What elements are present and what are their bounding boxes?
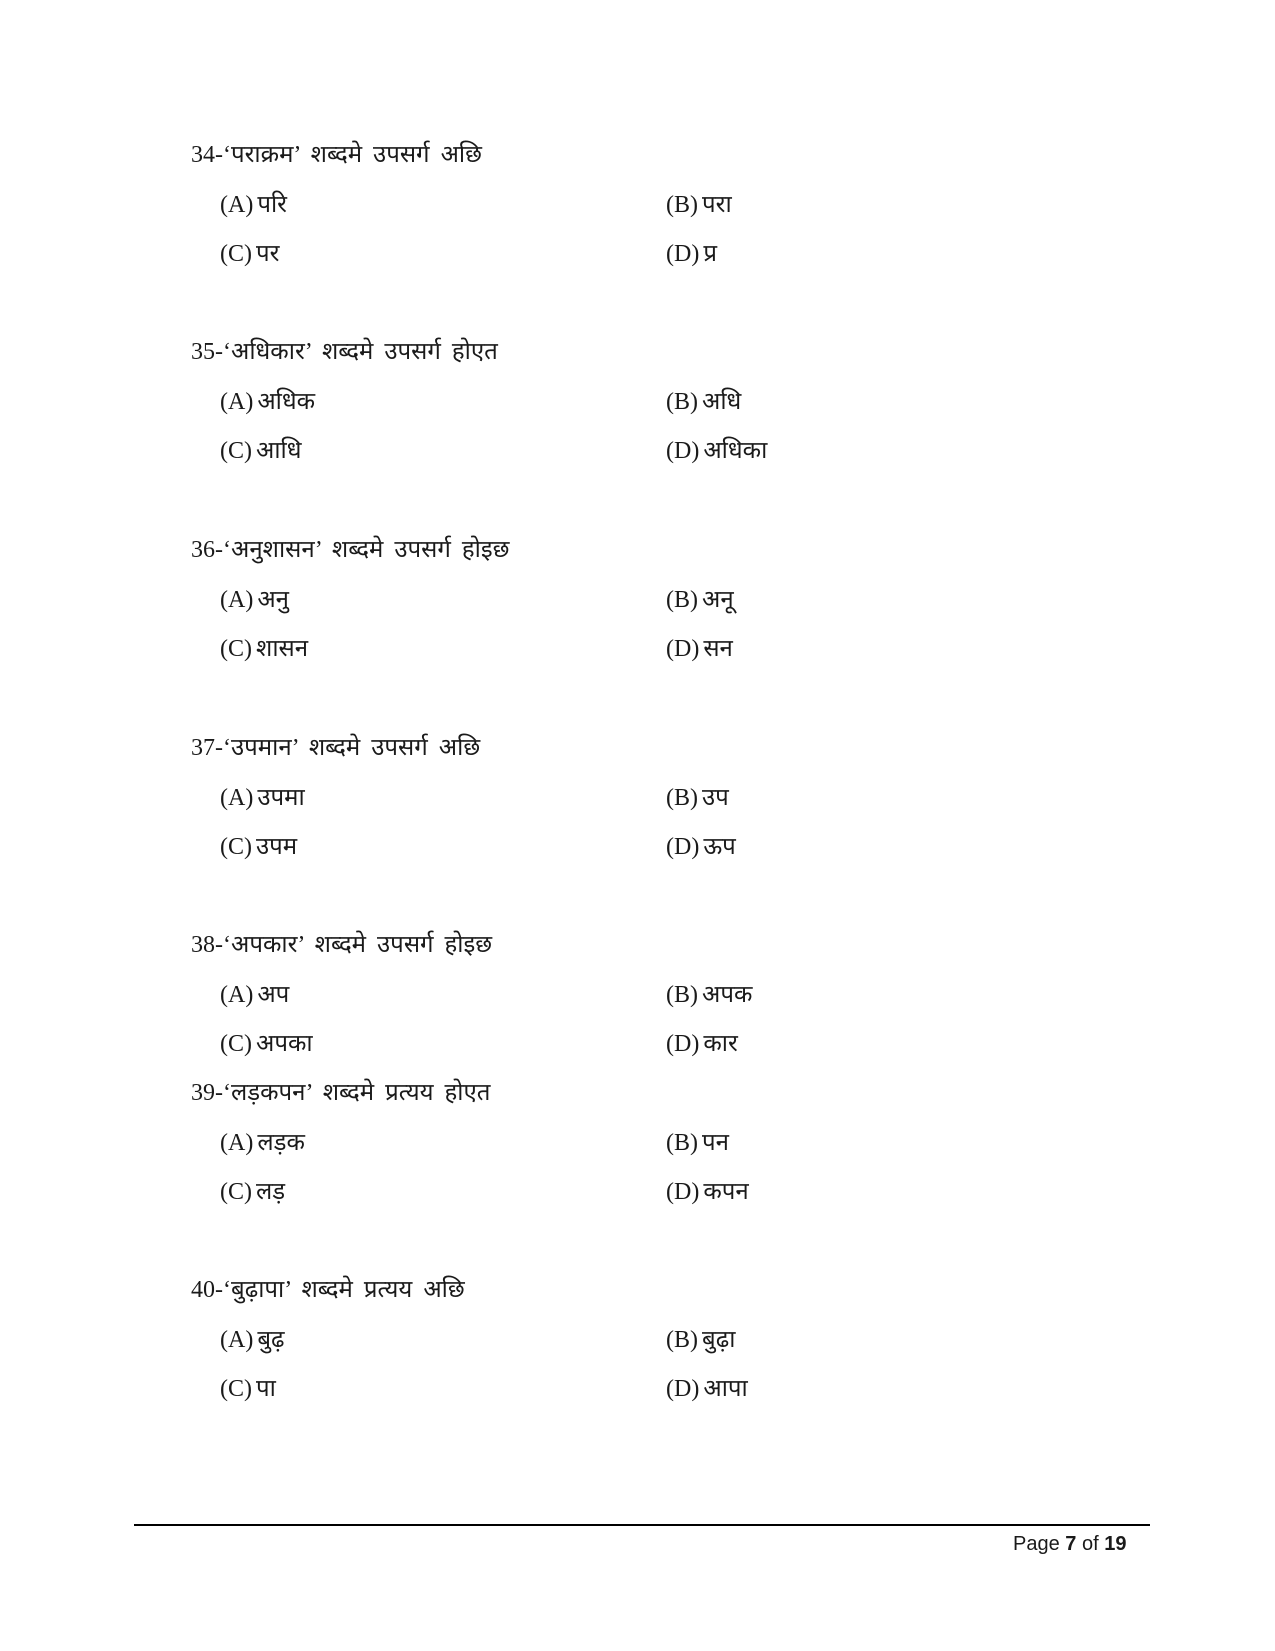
option-text: बुढ़ा — [702, 1327, 736, 1353]
option-text: परा — [702, 192, 732, 218]
option-text: उपम — [256, 834, 298, 860]
total-pages: 19 — [1104, 1533, 1127, 1555]
page-word: Page — [1013, 1533, 1060, 1555]
option-a — [220, 980, 289, 1010]
option-d — [666, 1374, 748, 1404]
option-b — [666, 190, 732, 220]
option-text: कार — [703, 1031, 738, 1057]
option-text: ऊप — [703, 834, 736, 860]
option-letter: (D) — [666, 834, 700, 860]
option-letter: (B) — [666, 389, 698, 415]
option-text: पर — [256, 241, 280, 267]
option-text: प्र — [703, 241, 717, 267]
option-text: उपमा — [257, 785, 305, 811]
option-text: सन — [703, 636, 733, 662]
option-letter: (B) — [666, 1130, 698, 1156]
option-letter: (D) — [666, 438, 700, 464]
option-a — [220, 585, 289, 615]
option-text: अपक — [702, 982, 753, 1008]
option-text: लड़ — [256, 1179, 286, 1205]
option-d — [666, 634, 733, 664]
option-text: शासन — [256, 636, 309, 662]
current-page: 7 — [1065, 1533, 1077, 1555]
question-text: 36-‘अनुशासन’ शब्दमे उपसर्ग होइछ — [191, 537, 510, 563]
option-letter: (B) — [666, 587, 698, 613]
option-letter: (D) — [666, 1376, 700, 1402]
option-a — [220, 1325, 285, 1355]
option-d — [666, 1029, 738, 1059]
question-text: 39-‘लड़कपन’ शब्दमे प्रत्यय होएत — [191, 1080, 491, 1106]
option-b — [666, 585, 734, 615]
option-c — [220, 436, 302, 466]
option-b — [666, 387, 741, 417]
option-b — [666, 783, 729, 813]
option-letter: (D) — [666, 1179, 700, 1205]
option-text: बुढ़ — [257, 1327, 285, 1353]
option-letter: (C) — [220, 241, 252, 267]
option-letter: (A) — [220, 389, 254, 415]
question-text: 37-‘उपमान’ शब्दमे उपसर्ग अछि — [191, 735, 481, 761]
option-c — [220, 832, 297, 862]
option-letter: (C) — [220, 1031, 252, 1057]
option-c — [220, 1029, 313, 1059]
option-text: कपन — [703, 1179, 749, 1205]
option-c — [220, 1374, 276, 1404]
option-text: अधिका — [703, 438, 768, 464]
option-letter: (B) — [666, 1327, 698, 1353]
option-text: अधि — [702, 389, 742, 415]
option-b — [666, 1128, 729, 1158]
option-text: अपका — [256, 1031, 313, 1057]
option-d — [666, 239, 717, 269]
option-text: उप — [702, 785, 729, 811]
option-d — [666, 1177, 749, 1207]
option-letter: (C) — [220, 438, 252, 464]
option-letter: (A) — [220, 192, 254, 218]
option-text: अनु — [257, 587, 289, 613]
option-letter: (C) — [220, 636, 252, 662]
option-letter: (B) — [666, 982, 698, 1008]
option-b — [666, 1325, 735, 1355]
option-text: परि — [257, 192, 287, 218]
option-text: पन — [702, 1130, 729, 1156]
question-text: 38-‘अपकार’ शब्दमे उपसर्ग होइछ — [191, 932, 493, 958]
option-a — [220, 387, 315, 417]
option-b — [666, 980, 752, 1010]
of-word: of — [1081, 1533, 1099, 1555]
option-d — [666, 832, 736, 862]
option-c — [220, 634, 308, 664]
option-letter: (D) — [666, 1031, 700, 1057]
page-number — [1013, 1530, 1126, 1558]
option-text: लड़क — [257, 1130, 305, 1156]
option-text: अप — [257, 982, 290, 1008]
option-a — [220, 190, 287, 220]
option-letter: (A) — [220, 982, 254, 1008]
option-letter: (C) — [220, 1376, 252, 1402]
question-text: 35-‘अधिकार’ शब्दमे उपसर्ग होएत — [191, 339, 498, 365]
question-text: 40-‘बुढ़ापा’ शब्दमे प्रत्यय अछि — [191, 1277, 465, 1303]
option-text: आपा — [703, 1376, 748, 1402]
option-letter: (C) — [220, 834, 252, 860]
question-text: 34-‘पराक्रम’ शब्दमे उपसर्ग अछि — [191, 142, 482, 168]
option-c — [220, 239, 279, 269]
option-letter: (A) — [220, 1130, 254, 1156]
option-letter: (D) — [666, 241, 700, 267]
option-d — [666, 436, 767, 466]
option-letter: (A) — [220, 785, 254, 811]
option-letter: (A) — [220, 1327, 254, 1353]
option-letter: (B) — [666, 192, 698, 218]
option-text: अनू — [702, 587, 734, 613]
option-letter: (C) — [220, 1179, 252, 1205]
option-text: आधि — [256, 438, 302, 464]
option-letter: (D) — [666, 636, 700, 662]
option-letter: (B) — [666, 785, 698, 811]
option-a — [220, 783, 305, 813]
option-a — [220, 1128, 305, 1158]
option-c — [220, 1177, 285, 1207]
footer-divider — [134, 1524, 1150, 1526]
option-text: अधिक — [257, 389, 316, 415]
option-text: पा — [256, 1376, 276, 1402]
option-letter: (A) — [220, 587, 254, 613]
